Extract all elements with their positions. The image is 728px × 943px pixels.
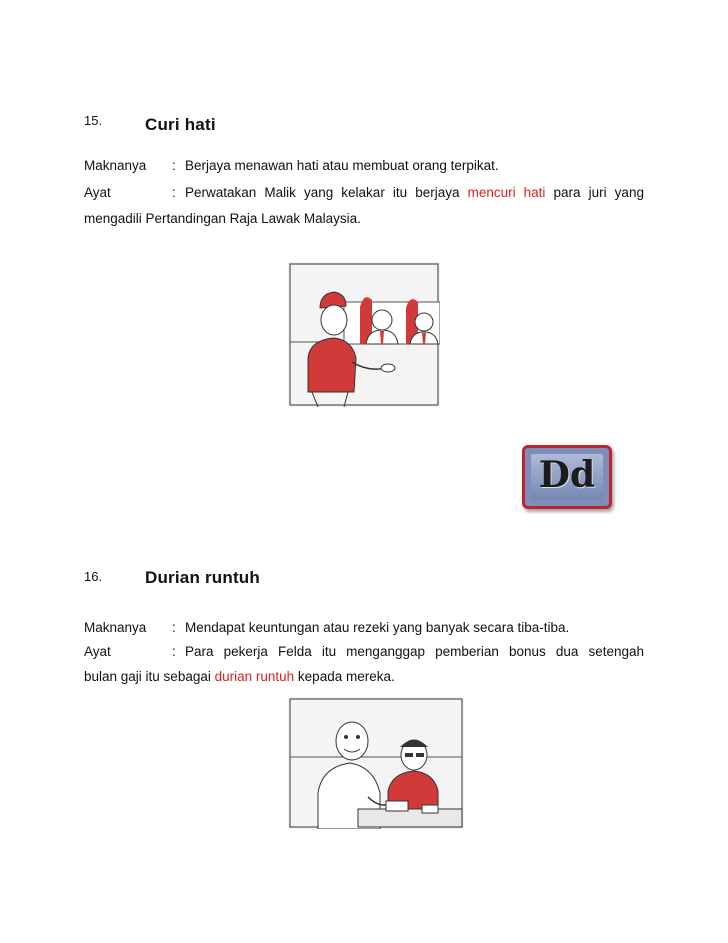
entry-16-number: 16. <box>84 569 103 584</box>
entry-15-title: Curi hati <box>145 115 216 134</box>
meaning-text: Mendapat keuntungan atau rezeki yang banyak secara tiba-tiba. <box>185 620 570 635</box>
example-line2-post: kepada mereka. <box>294 669 395 684</box>
example-colon: : <box>172 644 176 659</box>
example-text-pre: Perwatakan Malik yang kelakar itu berjaya <box>185 185 468 200</box>
illustration-durian-runtuh <box>288 697 464 829</box>
example-text-post: para juri yang <box>545 185 644 200</box>
letter-badge <box>522 445 612 509</box>
entry-15-number: 15. <box>84 113 103 128</box>
entry-15-example-line2: mengadili Pertandingan Raja Lawak Malaysia. <box>84 211 361 226</box>
example-text: Para pekerja Felda itu menganggap pemberian bonus dua setengah <box>185 644 644 659</box>
letter-badge-label: Dd <box>538 454 596 496</box>
meaning-colon: : <box>172 620 176 635</box>
example-text <box>185 185 644 200</box>
meaning-colon: : <box>172 158 176 173</box>
example-colon: : <box>172 185 176 200</box>
meaning-label: Maknanya <box>84 620 147 635</box>
illustration-curi-hati <box>288 262 440 407</box>
meaning-text: Berjaya menawan hati atau membuat orang terpikat. <box>185 158 499 173</box>
meaning-label: Maknanya <box>84 158 147 173</box>
entry-16-title: Durian runtuh <box>145 568 260 587</box>
example-label: Ayat <box>84 185 111 200</box>
example-label: Ayat <box>84 644 111 659</box>
example-highlight: mencuri hati <box>467 185 546 200</box>
example-line2-pre: bulan gaji itu sebagai <box>84 669 215 684</box>
example-highlight: durian runtuh <box>214 669 295 684</box>
entry-16-example-line2 <box>84 668 395 686</box>
